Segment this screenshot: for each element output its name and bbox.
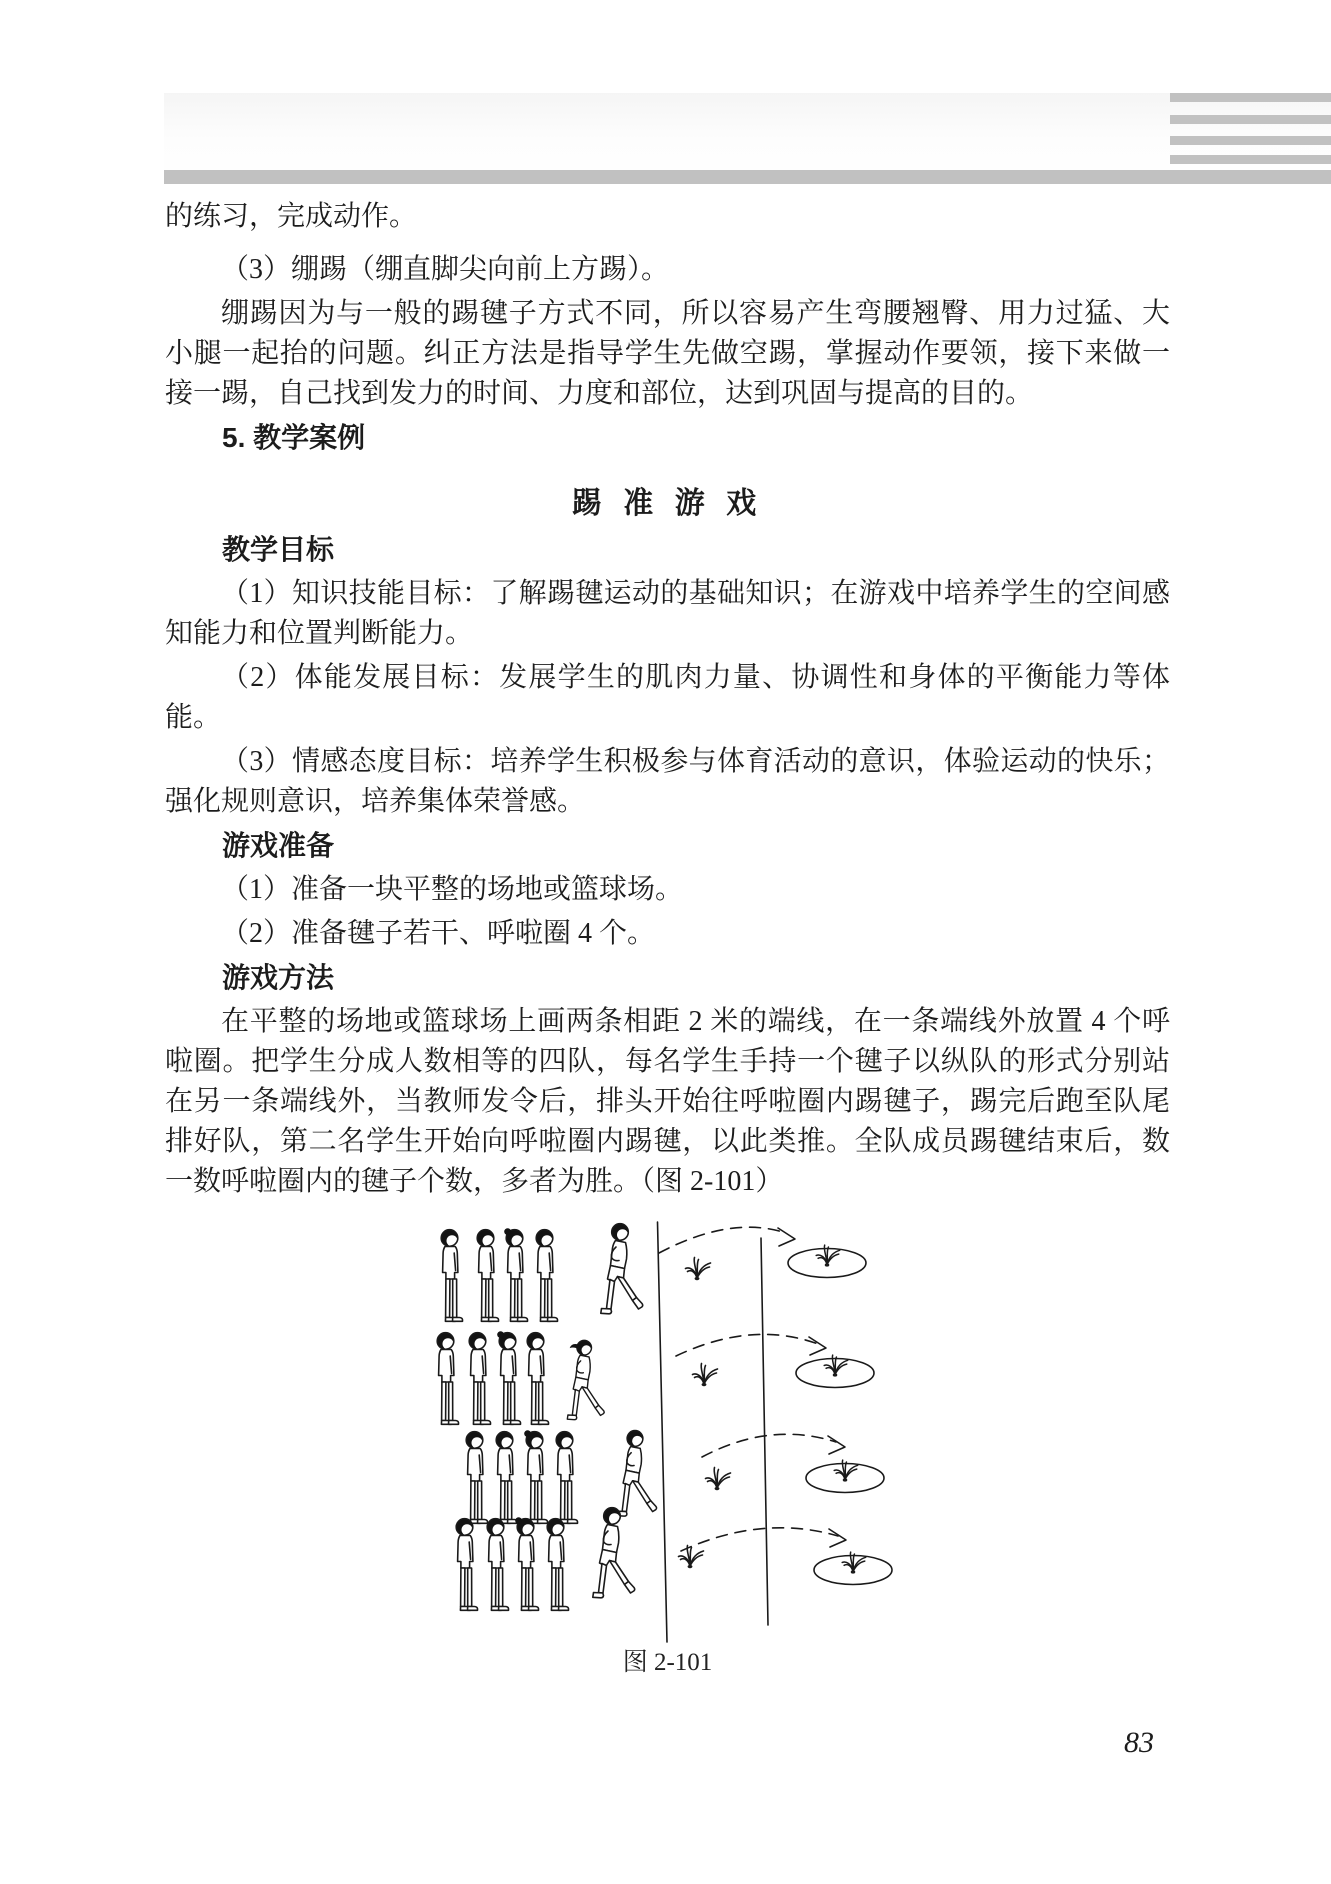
team-queue-row-3 [466, 1430, 656, 1523]
end-line-far [761, 1238, 768, 1625]
heading-game-method: 游戏方法 [222, 962, 335, 993]
hula-hoop-with-shuttlecock [806, 1460, 884, 1492]
kicking-student [601, 1224, 643, 1314]
para-prep-field: （1）准备一块平整的场地或篮球场。 [221, 874, 684, 905]
figure-2-101 [420, 1205, 900, 1655]
kicking-student [567, 1340, 604, 1419]
para-goal-fitness: （2）体能发展目标：发展学生的肌肉力量、协调性和身体的平衡能力等体能。 [165, 662, 1170, 733]
kicking-student [617, 1431, 657, 1517]
header-right-bar [1170, 93, 1331, 102]
header-right-bar [1170, 136, 1331, 145]
team-queue-row-2 [437, 1331, 604, 1424]
header-right-bar [1170, 115, 1331, 124]
shuttlecock-flying [679, 1546, 704, 1569]
trajectory-arrow [702, 1434, 845, 1457]
hula-hoop-with-shuttlecock [788, 1245, 866, 1277]
header-band [164, 93, 1331, 170]
trajectory-arrow [659, 1227, 795, 1253]
kicking-student [593, 1508, 635, 1598]
game-title: 踢 准 游 戏 [571, 487, 764, 520]
shuttlecock-flying [693, 1364, 718, 1387]
para-practice-end: 的练习，完成动作。 [165, 201, 418, 232]
team-queue-row-1 [441, 1224, 643, 1322]
header-rule-bar [164, 170, 1331, 184]
shuttlecock-flying [706, 1468, 731, 1491]
para-prep-equipment: （2）准备毽子若干、呼啦圈 4 个。 [221, 918, 656, 949]
trajectory-arrow [676, 1334, 826, 1356]
heading-teaching-goals: 教学目标 [222, 534, 335, 565]
para-goal-attitude: （3）情感态度目标：培养学生积极参与体育活动的意识，体验运动的快乐；强化规则意识，培养集体荣誉感。 [165, 746, 1170, 817]
hula-hoop-with-shuttlecock [814, 1552, 892, 1584]
para-bengti-detail: 绷踢因为与一般的踢毽子方式不同，所以容易产生弯腰翘臀、用力过猛、大小腿一起抬的问题。纠正方法是指导学生先做空踢，掌握动作要领，接下来做一接一踢，自己找到发力的时间、力度和部位，达到巩固与提高的目的。 [165, 298, 1170, 409]
figure-caption: 图 2-101 [622, 1649, 713, 1676]
hula-hoop-with-shuttlecock [796, 1355, 874, 1387]
end-line-near [658, 1222, 668, 1642]
para-goal-knowledge: （1）知识技能目标：了解踢毽运动的基础知识；在游戏中培养学生的空间感知能力和位置判断能力。 [165, 578, 1170, 649]
heading-teaching-case: 5. 教学案例 [222, 422, 366, 453]
para-game-method: 在平整的场地或篮球场上画两条相距 2 米的端线，在一条端线外放置 4 个呼啦圈。把学生分成人数相等的四队，每名学生手持一个毽子以纵队的形式分别站在另一条端线外，当教师发令后，排头开始往呼啦圈内踢毽子，踢完后跑至队尾排好队，第二名学生开始向呼啦圈内踢毽，以此类推。全队成员踢毽结束后，数一数呼啦圈内的毽子个数，多者为胜。（图 2-101） [165, 1006, 1170, 1197]
shuttlecock-flying [686, 1258, 711, 1281]
heading-game-preparation: 游戏准备 [222, 830, 335, 861]
page-content [165, 197, 1170, 1202]
trajectory-arrow [681, 1528, 846, 1551]
page-number: 83 [1124, 1726, 1154, 1759]
para-bengti-item: （3）绷踢（绷直脚尖向前上方踢）。 [221, 254, 670, 285]
header-right-bar [1170, 155, 1331, 164]
